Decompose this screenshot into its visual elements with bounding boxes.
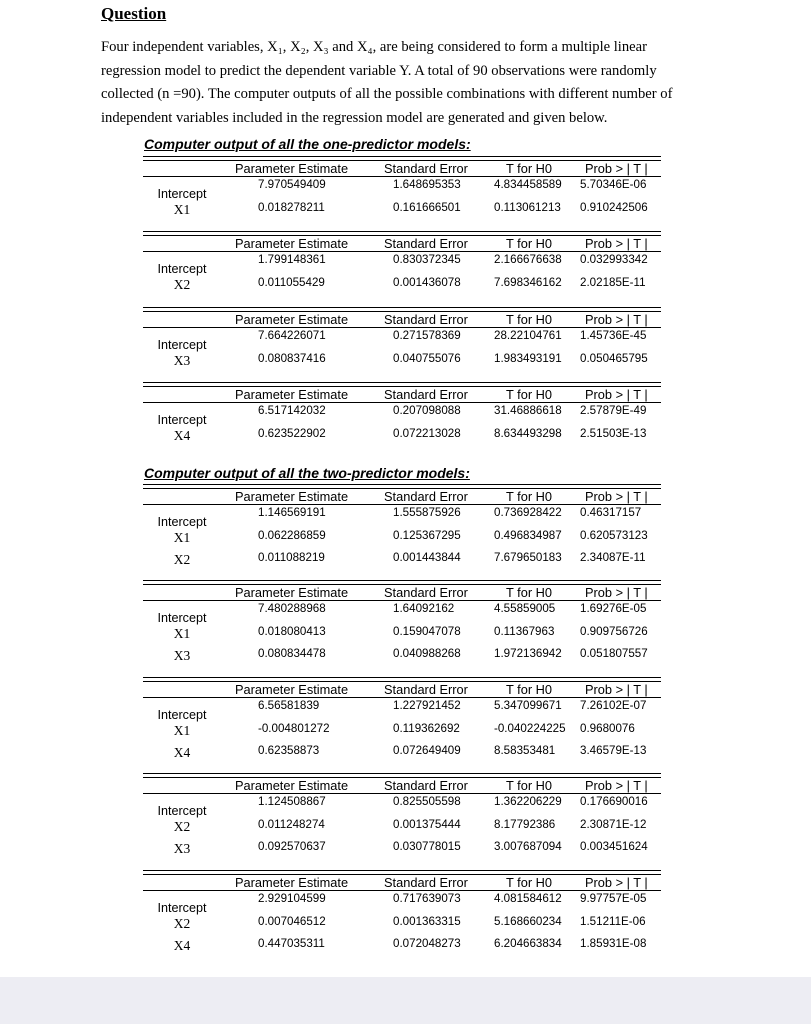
header-t-for-h0: T for H0 xyxy=(506,682,552,697)
cell-prob-t: 2.34087E-11 xyxy=(580,551,646,564)
header-standard-error: Standard Error xyxy=(384,161,468,176)
header-prob-t: Prob > | T | xyxy=(585,585,648,600)
cell-t-for-h0: 5.347099671 xyxy=(494,699,562,712)
row-label: X1 xyxy=(173,626,191,641)
cell-standard-error: 0.072649409 xyxy=(393,744,461,757)
cell-prob-t: 0.003451624 xyxy=(580,840,648,853)
header-t-for-h0: T for H0 xyxy=(506,387,552,402)
cell-prob-t: 2.57879E-49 xyxy=(580,404,647,417)
cell-parameter-estimate: -0.004801272 xyxy=(258,722,330,735)
regression-table xyxy=(143,382,661,446)
table-subheader-rule xyxy=(143,327,661,328)
regression-table xyxy=(143,580,661,666)
cell-standard-error: 0.030778015 xyxy=(393,840,461,853)
cell-parameter-estimate: 7.970549409 xyxy=(258,178,326,191)
table-top-rule xyxy=(143,156,661,157)
question-line: regression model to predict the dependent variable Y. A total of 90 observations were randomly xyxy=(101,62,657,79)
cell-standard-error: 0.040755076 xyxy=(393,352,461,365)
header-standard-error: Standard Error xyxy=(384,387,468,402)
row-label: X4 xyxy=(173,428,191,443)
header-t-for-h0: T for H0 xyxy=(506,161,552,176)
cell-parameter-estimate: 0.011055429 xyxy=(258,276,325,289)
table-top-rule xyxy=(143,307,661,308)
cell-t-for-h0: 28.22104761 xyxy=(494,329,562,342)
header-parameter-estimate: Parameter Estimate xyxy=(235,489,349,504)
row-label: X2 xyxy=(173,552,191,567)
cell-t-for-h0: 4.834458589 xyxy=(494,178,562,191)
row-label: X4 xyxy=(173,938,191,953)
header-parameter-estimate: Parameter Estimate xyxy=(235,312,349,327)
cell-prob-t: 9.97757E-05 xyxy=(580,892,647,905)
cell-standard-error: 0.072213028 xyxy=(393,427,461,440)
cell-standard-error: 0.119362692 xyxy=(393,722,460,735)
cell-parameter-estimate: 0.447035311 xyxy=(258,937,325,950)
row-label: X2 xyxy=(173,819,191,834)
cell-parameter-estimate: 6.517142032 xyxy=(258,404,326,417)
cell-standard-error: 1.64092162 xyxy=(393,602,455,615)
cell-prob-t: 0.909756726 xyxy=(580,625,648,638)
cell-parameter-estimate: 1.146569191 xyxy=(258,506,326,519)
header-standard-error: Standard Error xyxy=(384,875,468,890)
cell-standard-error: 0.271578369 xyxy=(393,329,461,342)
header-parameter-estimate: Parameter Estimate xyxy=(235,387,349,402)
cell-t-for-h0: 8.634493298 xyxy=(494,427,562,440)
table-top-rule xyxy=(143,231,661,232)
cell-standard-error: 0.001443844 xyxy=(393,551,461,564)
cell-t-for-h0: 3.007687094 xyxy=(494,840,562,853)
cell-prob-t: 0.051807557 xyxy=(580,647,648,660)
row-label: Intercept xyxy=(157,338,207,352)
cell-parameter-estimate: 7.480288968 xyxy=(258,602,326,615)
table-subheader-rule xyxy=(143,402,661,403)
row-label: X3 xyxy=(173,841,191,856)
header-parameter-estimate: Parameter Estimate xyxy=(235,875,349,890)
cell-standard-error: 0.717639073 xyxy=(393,892,461,905)
regression-table xyxy=(143,773,661,859)
regression-table xyxy=(143,156,661,220)
table-subheader-rule xyxy=(143,697,661,698)
cell-standard-error: 0.001436078 xyxy=(393,276,461,289)
cell-prob-t: 0.050465795 xyxy=(580,352,648,365)
header-parameter-estimate: Parameter Estimate xyxy=(235,778,349,793)
table-subheader-rule xyxy=(143,176,661,177)
table-subheader-rule xyxy=(143,251,661,252)
section-heading: Computer output of all the one-predictor models: xyxy=(144,136,471,152)
table-top-rule xyxy=(143,773,661,774)
cell-prob-t: 0.910242506 xyxy=(580,201,648,214)
cell-standard-error: 0.207098088 xyxy=(393,404,461,417)
cell-t-for-h0: 0.496834987 xyxy=(494,529,562,542)
cell-parameter-estimate: 7.664226071 xyxy=(258,329,326,342)
table-top-rule xyxy=(143,677,661,678)
header-standard-error: Standard Error xyxy=(384,489,468,504)
cell-standard-error: 1.555875926 xyxy=(393,506,461,519)
row-label: X1 xyxy=(173,530,191,545)
header-prob-t: Prob > | T | xyxy=(585,161,648,176)
row-label: Intercept xyxy=(157,515,207,529)
header-prob-t: Prob > | T | xyxy=(585,682,648,697)
row-label: Intercept xyxy=(157,611,207,625)
cell-standard-error: 0.825505598 xyxy=(393,795,461,808)
cell-standard-error: 1.648695353 xyxy=(393,178,461,191)
cell-prob-t: 2.02185E-11 xyxy=(580,276,646,289)
table-subheader-rule xyxy=(143,504,661,505)
cell-parameter-estimate: 0.062286859 xyxy=(258,529,326,542)
table-top-rule xyxy=(143,484,661,485)
cell-t-for-h0: -0.040224225 xyxy=(494,722,566,735)
cell-prob-t: 7.26102E-07 xyxy=(580,699,647,712)
cell-prob-t: 1.51211E-06 xyxy=(580,915,646,928)
cell-t-for-h0: 4.55859005 xyxy=(494,602,556,615)
header-standard-error: Standard Error xyxy=(384,236,468,251)
table-subheader-rule xyxy=(143,793,661,794)
cell-parameter-estimate: 0.018080413 xyxy=(258,625,326,638)
row-label: Intercept xyxy=(157,708,207,722)
cell-standard-error: 0.001363315 xyxy=(393,915,461,928)
cell-prob-t: 3.46579E-13 xyxy=(580,744,647,757)
header-prob-t: Prob > | T | xyxy=(585,489,648,504)
question-line: Four independent variables, X₁, X₂, X₃ and X₄, are being considered to form a multiple linear xyxy=(101,39,647,55)
row-label: X4 xyxy=(173,745,191,760)
header-t-for-h0: T for H0 xyxy=(506,778,552,793)
cell-standard-error: 0.001375444 xyxy=(393,818,461,831)
cell-standard-error: 0.830372345 xyxy=(393,253,461,266)
cell-standard-error: 0.125367295 xyxy=(393,529,461,542)
cell-t-for-h0: 4.081584612 xyxy=(494,892,562,905)
header-parameter-estimate: Parameter Estimate xyxy=(235,682,349,697)
row-label: Intercept xyxy=(157,262,207,276)
row-label: X1 xyxy=(173,723,191,738)
cell-prob-t: 1.45736E-45 xyxy=(580,329,647,342)
header-parameter-estimate: Parameter Estimate xyxy=(235,161,349,176)
cell-t-for-h0: 7.698346162 xyxy=(494,276,562,289)
cell-t-for-h0: 8.58353481 xyxy=(494,744,556,757)
table-top-rule xyxy=(143,870,661,871)
cell-t-for-h0: 1.362206229 xyxy=(494,795,562,808)
header-standard-error: Standard Error xyxy=(384,312,468,327)
row-label: X2 xyxy=(173,277,191,292)
cell-prob-t: 1.85931E-08 xyxy=(580,937,647,950)
cell-parameter-estimate: 0.092570637 xyxy=(258,840,326,853)
header-prob-t: Prob > | T | xyxy=(585,875,648,890)
cell-t-for-h0: 1.983493191 xyxy=(494,352,562,365)
cell-parameter-estimate: 0.011248274 xyxy=(258,818,325,831)
question-text xyxy=(101,36,701,130)
row-label: Intercept xyxy=(157,804,207,818)
cell-parameter-estimate: 0.080837416 xyxy=(258,352,326,365)
regression-table xyxy=(143,870,661,956)
row-label: Intercept xyxy=(157,413,207,427)
cell-t-for-h0: 5.168660234 xyxy=(494,915,562,928)
cell-prob-t: 5.70346E-06 xyxy=(580,178,647,191)
header-prob-t: Prob > | T | xyxy=(585,312,648,327)
cell-parameter-estimate: 0.623522902 xyxy=(258,427,326,440)
cell-parameter-estimate: 0.62358873 xyxy=(258,744,320,757)
section-heading: Computer output of all the two-predictor models: xyxy=(144,465,470,481)
cell-parameter-estimate: 6.56581839 xyxy=(258,699,320,712)
header-prob-t: Prob > | T | xyxy=(585,778,648,793)
cell-parameter-estimate: 2.929104599 xyxy=(258,892,326,905)
cell-t-for-h0: 1.972136942 xyxy=(494,647,562,660)
cell-standard-error: 1.227921452 xyxy=(393,699,461,712)
header-standard-error: Standard Error xyxy=(384,778,468,793)
header-t-for-h0: T for H0 xyxy=(506,236,552,251)
table-subheader-rule xyxy=(143,890,661,891)
cell-t-for-h0: 8.17792386 xyxy=(494,818,556,831)
cell-t-for-h0: 7.679650183 xyxy=(494,551,562,564)
row-label: X1 xyxy=(173,202,191,217)
cell-standard-error: 0.159047078 xyxy=(393,625,461,638)
regression-table xyxy=(143,484,661,570)
header-prob-t: Prob > | T | xyxy=(585,236,648,251)
header-t-for-h0: T for H0 xyxy=(506,585,552,600)
cell-prob-t: 2.30871E-12 xyxy=(580,818,647,831)
table-top-rule xyxy=(143,580,661,581)
cell-prob-t: 0.46317157 xyxy=(580,506,642,519)
cell-prob-t: 0.032993342 xyxy=(580,253,648,266)
header-t-for-h0: T for H0 xyxy=(506,875,552,890)
header-standard-error: Standard Error xyxy=(384,585,468,600)
header-prob-t: Prob > | T | xyxy=(585,387,648,402)
header-t-for-h0: T for H0 xyxy=(506,489,552,504)
header-standard-error: Standard Error xyxy=(384,682,468,697)
regression-table xyxy=(143,231,661,295)
cell-prob-t: 2.51503E-13 xyxy=(580,427,647,440)
cell-prob-t: 0.620573123 xyxy=(580,529,648,542)
cell-t-for-h0: 0.11367963 xyxy=(494,625,555,638)
cell-standard-error: 0.161666501 xyxy=(393,201,461,214)
header-parameter-estimate: Parameter Estimate xyxy=(235,585,349,600)
cell-parameter-estimate: 0.007046512 xyxy=(258,915,326,928)
header-t-for-h0: T for H0 xyxy=(506,312,552,327)
regression-table xyxy=(143,677,661,763)
cell-t-for-h0: 0.113061213 xyxy=(494,201,561,214)
table-subheader-rule xyxy=(143,600,661,601)
cell-t-for-h0: 6.204663834 xyxy=(494,937,562,950)
row-label: X3 xyxy=(173,648,191,663)
row-label: Intercept xyxy=(157,187,207,201)
row-label: X3 xyxy=(173,353,191,368)
cell-parameter-estimate: 0.080834478 xyxy=(258,647,326,660)
regression-table xyxy=(143,307,661,371)
table-top-rule xyxy=(143,382,661,383)
cell-t-for-h0: 31.46886618 xyxy=(494,404,562,417)
cell-parameter-estimate: 0.011088219 xyxy=(258,551,325,564)
cell-parameter-estimate: 1.124508867 xyxy=(258,795,326,808)
row-label: Intercept xyxy=(157,901,207,915)
cell-prob-t: 0.176690016 xyxy=(580,795,648,808)
question-title: Question xyxy=(101,4,167,23)
cell-standard-error: 0.040988268 xyxy=(393,647,461,660)
cell-parameter-estimate: 0.018278211 xyxy=(258,201,325,214)
cell-parameter-estimate: 1.799148361 xyxy=(258,253,326,266)
cell-prob-t: 0.9680076 xyxy=(580,722,635,735)
cell-t-for-h0: 0.736928422 xyxy=(494,506,562,519)
question-line: independent variables included in the regression model are generated and given below. xyxy=(101,109,608,126)
cell-prob-t: 1.69276E-05 xyxy=(580,602,647,615)
cell-t-for-h0: 2.166676638 xyxy=(494,253,562,266)
row-label: X2 xyxy=(173,916,191,931)
header-parameter-estimate: Parameter Estimate xyxy=(235,236,349,251)
question-line: collected (n =90). The computer outputs of all the possible combinations with different number of xyxy=(101,86,673,103)
cell-standard-error: 0.072048273 xyxy=(393,937,461,950)
